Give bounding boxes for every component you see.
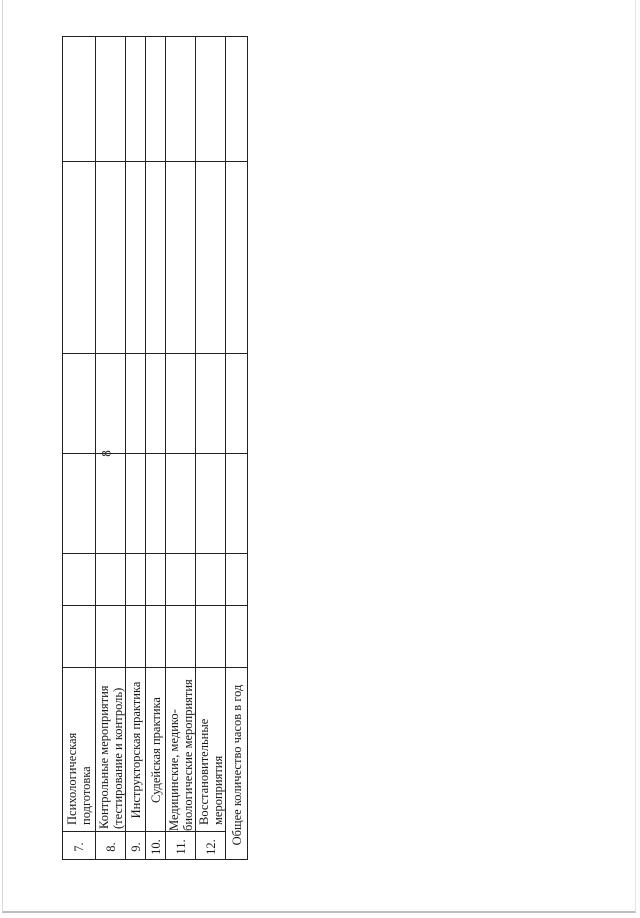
- row-number: 7.: [72, 841, 86, 852]
- activity-name-cell: [63, 667, 95, 831]
- data-cell: [196, 553, 225, 605]
- data-cell: [146, 353, 165, 453]
- total-label: Общее количество часов в год: [229, 684, 244, 845]
- data-cell: [146, 37, 165, 161]
- data-cell: [96, 161, 125, 353]
- activity-name: Восстановительные мероприятия: [196, 718, 225, 825]
- data-cell: [63, 605, 95, 667]
- data-cell: [166, 161, 195, 353]
- row-number-cell: [146, 831, 165, 861]
- data-cell: [166, 553, 195, 605]
- data-cell: [226, 605, 247, 667]
- row-number: 8.: [103, 841, 118, 852]
- data-cell: [126, 605, 145, 667]
- activity-name-cell: [96, 667, 125, 831]
- row-number-cell: [63, 831, 95, 861]
- row-number-cell: [126, 831, 145, 861]
- data-cell: [63, 453, 95, 553]
- row-number: 12.: [203, 838, 218, 855]
- data-cell: [63, 553, 95, 605]
- data-cell: [166, 37, 195, 161]
- activity-name-cell: [196, 667, 225, 831]
- data-cell: [146, 161, 165, 353]
- data-cell: [196, 605, 225, 667]
- total-row: [226, 37, 247, 859]
- activity-name: Судейская практика: [148, 696, 163, 803]
- data-cell: [146, 605, 165, 667]
- total-label-cell: [226, 667, 247, 861]
- data-cell: [146, 553, 165, 605]
- data-cell: [226, 353, 247, 453]
- data-cell: [96, 353, 125, 453]
- hours-table: [62, 36, 248, 860]
- activity-name-cell: [126, 667, 145, 831]
- data-cell: [126, 453, 145, 553]
- data-cell: [196, 353, 225, 453]
- data-cell: [63, 353, 95, 453]
- page-number: 8: [98, 450, 114, 457]
- row-number-cell: [196, 831, 225, 861]
- table-row: [96, 37, 126, 859]
- row-number-cell: [96, 831, 125, 861]
- data-cell: [196, 453, 225, 553]
- data-cell: [126, 37, 145, 161]
- data-cell: [96, 605, 125, 667]
- data-cell: [226, 453, 247, 553]
- row-number: 10.: [148, 838, 163, 855]
- table-row: [63, 37, 96, 859]
- data-cell: [126, 553, 145, 605]
- activity-name: Контрольные мероприятия (тестирование и контроль): [96, 684, 125, 829]
- data-cell: [226, 161, 247, 353]
- data-cell: [226, 37, 247, 161]
- activity-name: Инструкторская практика: [128, 681, 143, 818]
- data-cell: [126, 161, 145, 353]
- row-number: 11.: [173, 838, 188, 855]
- table-row: [146, 37, 166, 859]
- activity-name: Психологическая подготовка: [65, 732, 93, 825]
- data-cell: [166, 605, 195, 667]
- data-cell: [96, 453, 125, 553]
- data-cell: [63, 161, 95, 353]
- data-cell: [196, 37, 225, 161]
- activity-name-cell: [146, 667, 165, 831]
- data-cell: [96, 553, 125, 605]
- data-cell: [196, 161, 225, 353]
- table-row: [196, 37, 226, 859]
- row-number-cell: [166, 831, 195, 861]
- activity-name-cell: [166, 667, 195, 831]
- data-cell: [96, 37, 125, 161]
- data-cell: [146, 453, 165, 553]
- table-row: [166, 37, 196, 859]
- data-cell: [166, 453, 195, 553]
- data-cell: [166, 353, 195, 453]
- data-cell: [63, 37, 95, 161]
- data-cell: [226, 553, 247, 605]
- row-number: 9.: [128, 841, 143, 852]
- table-row: [126, 37, 146, 859]
- data-cell: [126, 353, 145, 453]
- activity-name: Медицинские, медико-биологические мероприятия: [166, 678, 195, 831]
